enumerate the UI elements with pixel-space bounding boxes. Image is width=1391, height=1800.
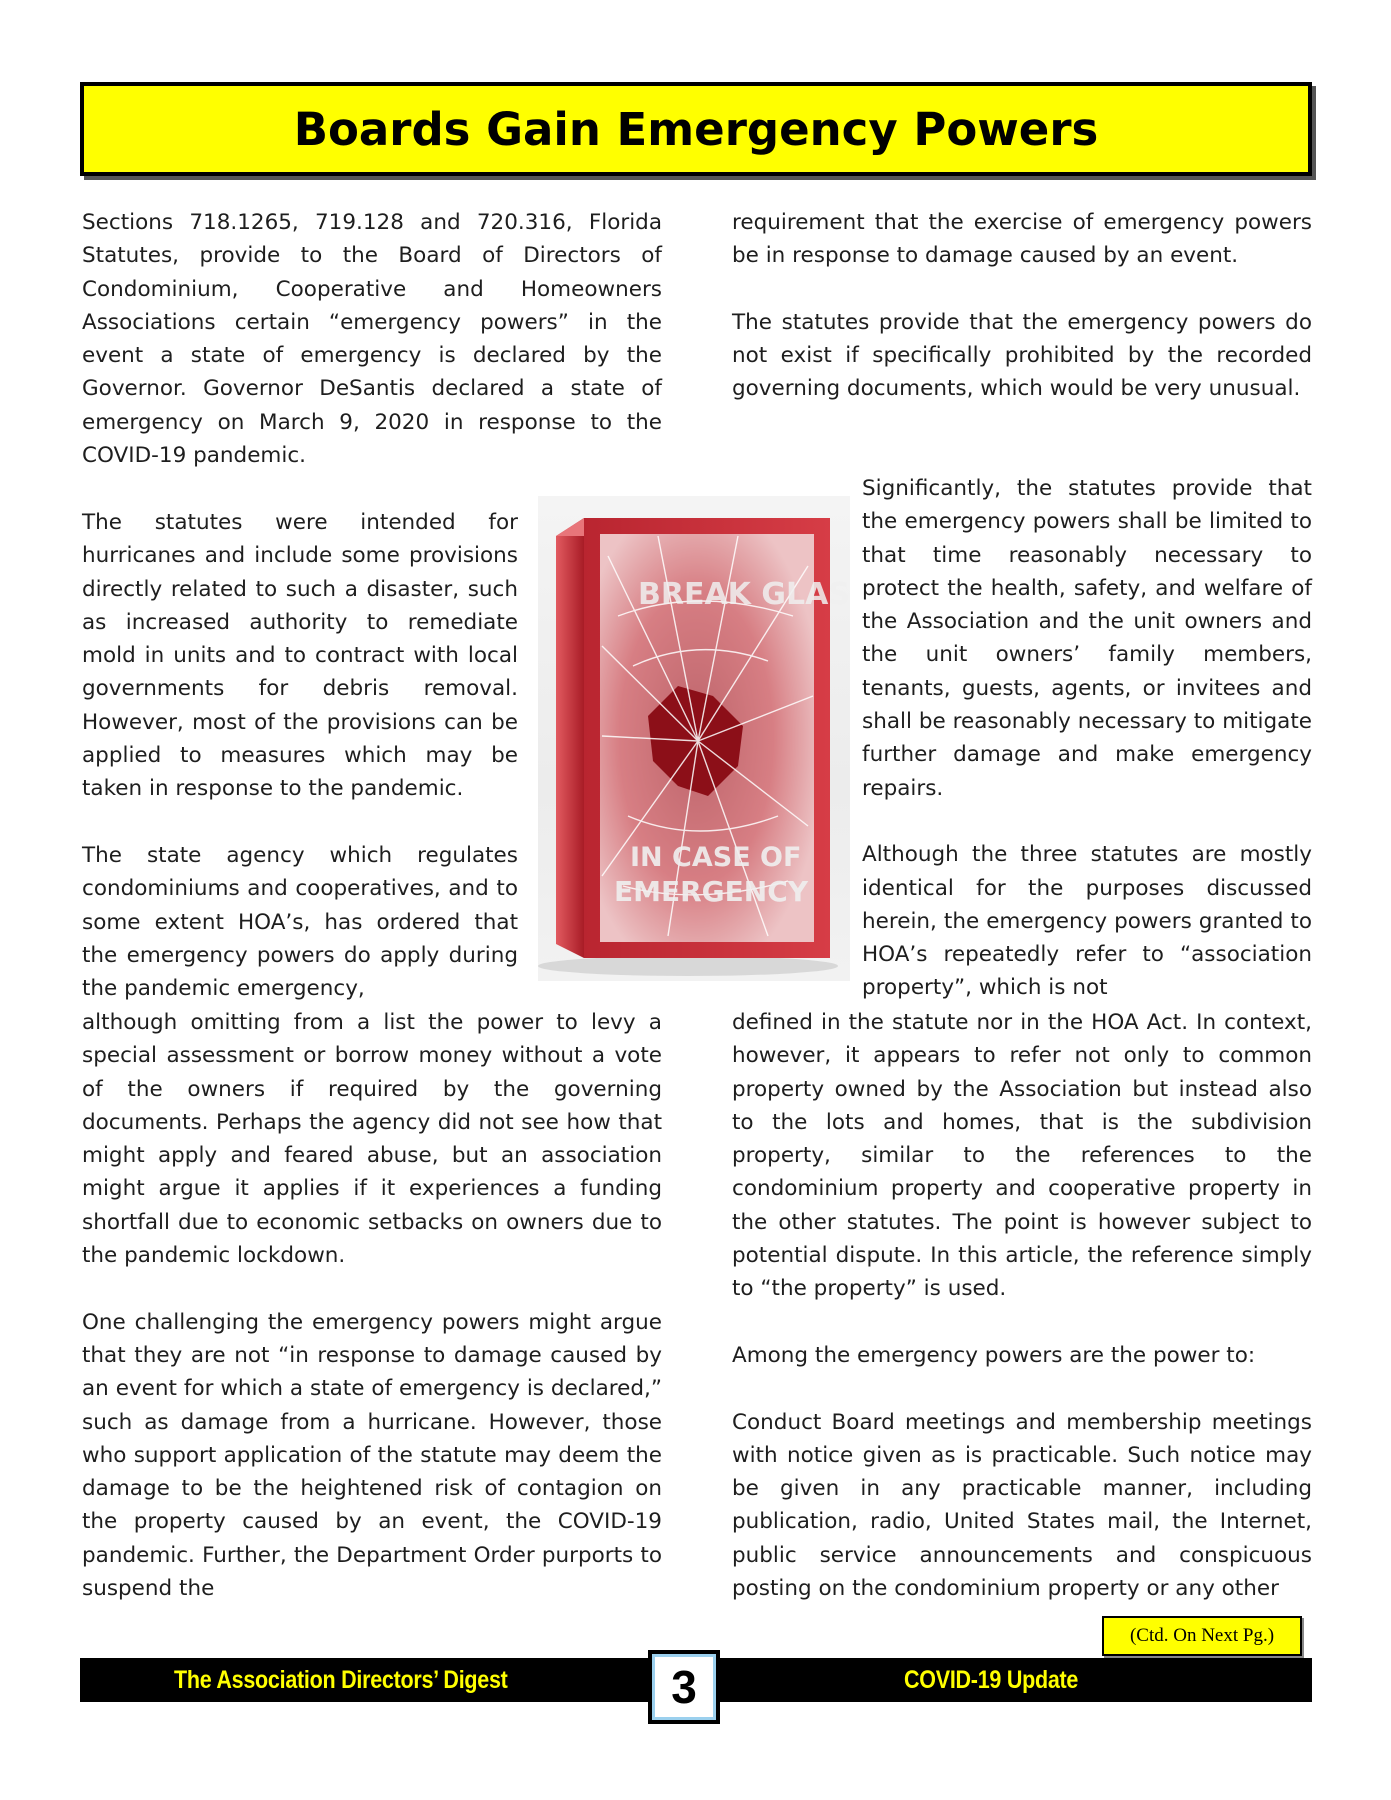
- right-column-bottom: [732, 1006, 1312, 1605]
- footer-publication: The Association Directors’ Digest: [174, 1666, 508, 1694]
- glass-text-top: BREAK GLASS: [638, 577, 850, 612]
- footer-section: COVID-19 Update: [904, 1666, 1079, 1694]
- paragraph: requirement that the exercise of emergency powers be in response to damage caused by an event.: [732, 210, 1312, 269]
- glass-text-bottom-1: IN CASE OF: [630, 842, 802, 873]
- title-banner: [80, 82, 1312, 176]
- paragraph: although omitting from a list the power to levy a special assessment or borrow money without a vote of the owners if required by the governing documents. Perhaps the agency did not see how that might apply and feared abuse, but an association might argue it applies if it experiences a funding shortfall due to economic setbacks on owners due to the pandemic lockdown.: [82, 1010, 662, 1269]
- continued-note: (Ctd. On Next Pg.): [1102, 1616, 1302, 1656]
- emergency-box-illustration: [538, 496, 850, 981]
- paragraph: Conduct Board meetings and membership meetings with notice given as is practicable. Such notice may be given in any practicable manner, including publication, radio, United States mail, the Internet, public service announcements and conspicuous posting on the condominium property or any other: [732, 1409, 1312, 1602]
- paragraph: One challenging the emergency powers might argue that they are not “in response to damage caused by an event for which a state of emergency is declared,” such as damage from a hurricane. However, those who support application of the statute may deem the damage to be the heightened risk of contagion on the property caused by an event, the COVID-19 pandemic. Further, the Department Order purports to suspend the: [82, 1309, 662, 1602]
- article-title: Boards Gain Emergency Powers: [293, 102, 1099, 156]
- left-column-bottom: [82, 1006, 662, 1605]
- right-column-wrap: [862, 472, 1312, 1005]
- break-glass-photo: [538, 496, 850, 981]
- paragraph: defined in the statute nor in the HOA Act. In context, however, it appears to refer not only to common property owned by the Association but instead also to the lots and homes, that is the subdivision property, similar to the references to the condominium property and cooperative property in the other statutes. The point is however subject to potential dispute. In this article, the reference simply to “the property” is used.: [732, 1010, 1312, 1302]
- paragraph: Sections 718.1265, 719.128 and 720.316, Florida Statutes, provide to the Board of Directors of Condominium, Cooperative and Homeowners Associations certain “emergency powers” in the event a state of emergency is declared by the Governor. Governor DeSantis declared a state of emergency on March 9, 2020 in response to the COVID-19 pandemic.: [82, 210, 662, 469]
- right-column-top: [732, 206, 1312, 406]
- paragraph: Significantly, the statutes provide that the emergency powers shall be limited to that time reasonably necessary to protect the health, safety, and welfare of the Association and the unit owners and the unit owners’ family members, tenants, guests, agents, or invitees and shall be reasonably necessary to mitigate further damage and make emergency repairs.: [862, 476, 1312, 801]
- paragraph: The state agency which regulates condominiums and cooperatives, and to some extent HOA’s, has ordered that the emergency powers do apply during the pandemic emergency,: [82, 842, 518, 1002]
- left-column-wrap: [82, 506, 518, 1005]
- left-column-top: [82, 206, 662, 472]
- paragraph: The statutes were intended for hurricanes and include some provisions directly related to such a disaster, such as increased authority to remediate mold in units and to contract with local governments for debris removal. However, most of the provisions can be applied to measures which may be taken in response to the pandemic.: [82, 510, 518, 802]
- paragraph: Although the three statutes are mostly identical for the purposes discussed herein, the emergency powers granted to HOA’s repeatedly refer to “association property”, which is not: [862, 842, 1312, 1001]
- paragraph: Among the emergency powers are the power to:: [732, 1342, 1256, 1368]
- paragraph: The statutes provide that the emergency powers do not exist if specifically prohibited by the recorded governing documents, which would be very unusual.: [732, 309, 1312, 402]
- glass-text-bottom-2: EMERGENCY: [614, 875, 809, 908]
- page-number: 3: [648, 1650, 720, 1724]
